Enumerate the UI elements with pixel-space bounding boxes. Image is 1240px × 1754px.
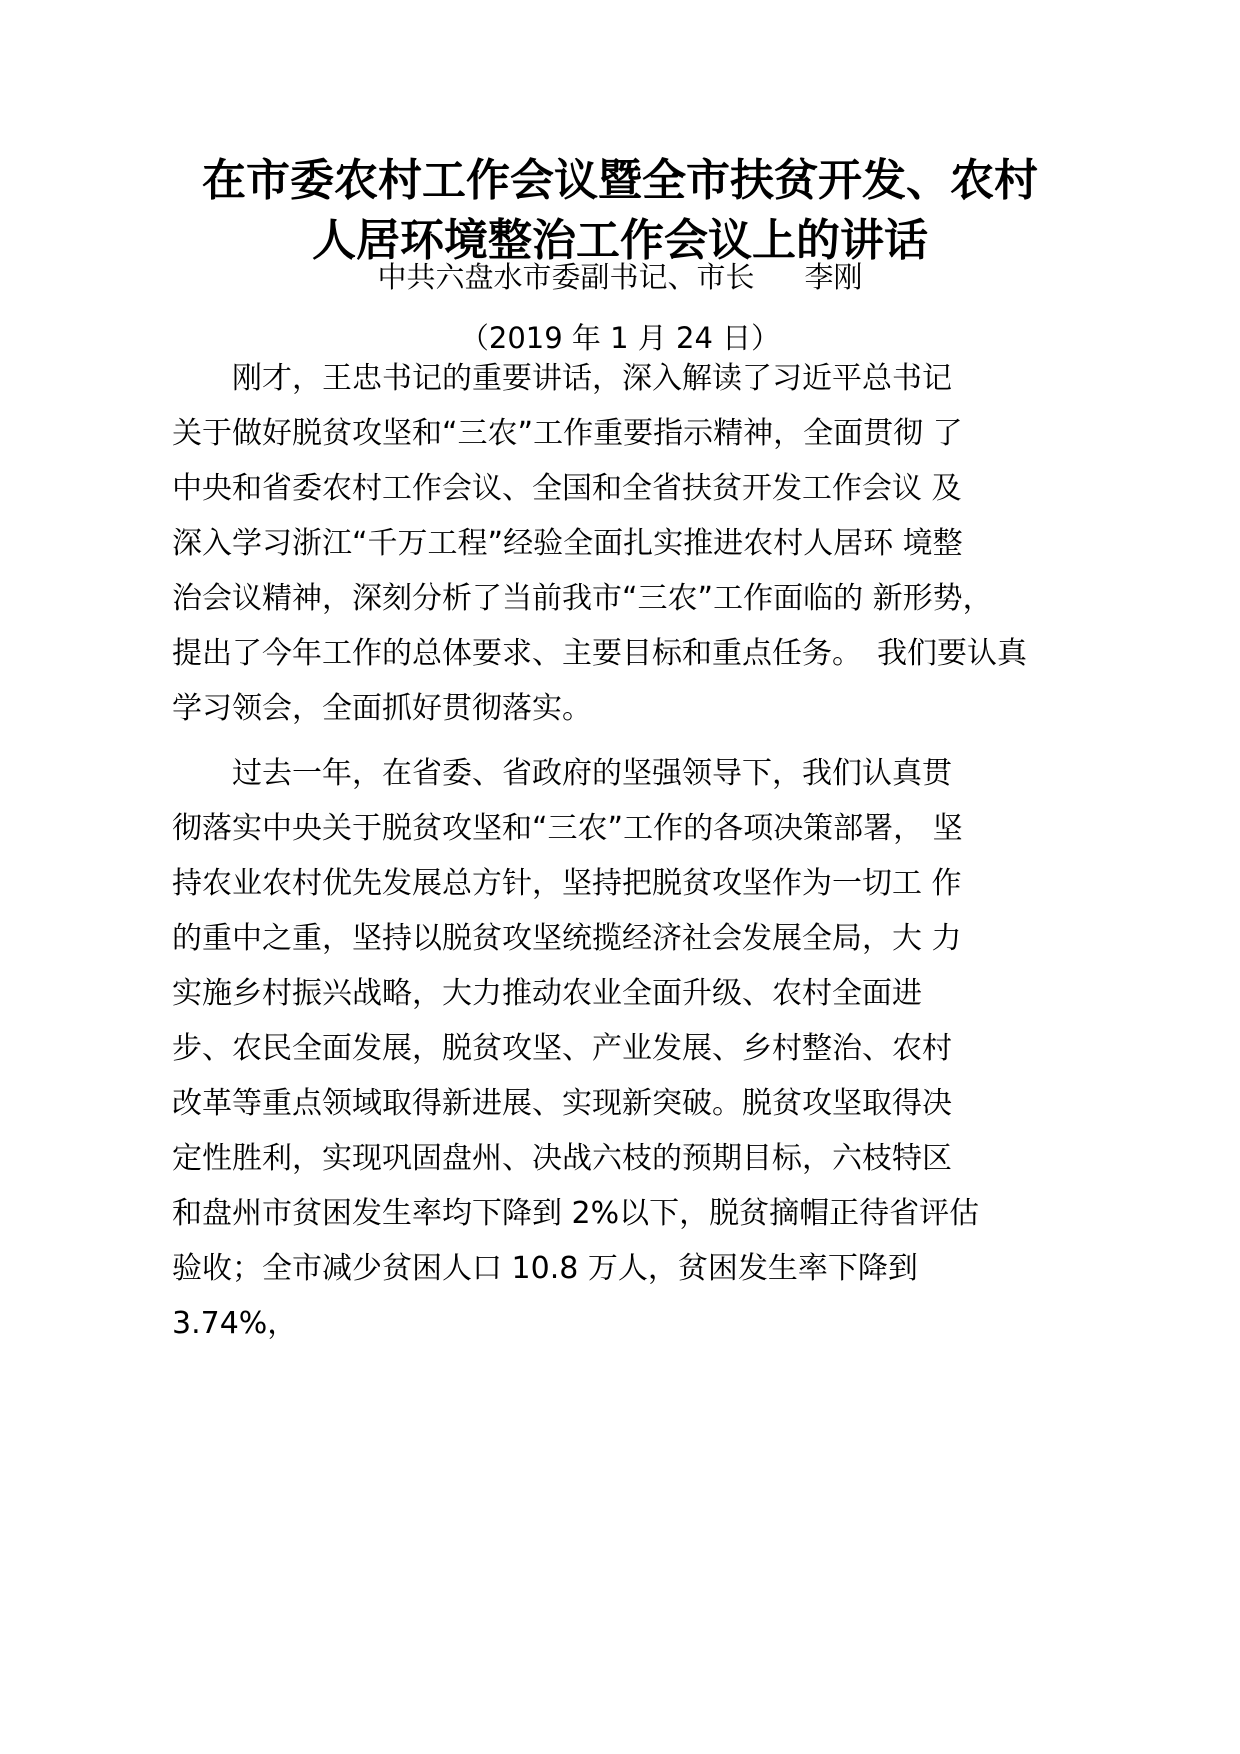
paragraph-1-line: 关于做好脱贫攻坚和“三农”工作重要指示精神，全面贯彻 了 [172,416,963,451]
paragraph-1-line: 中央和省委农村工作会议、全国和全省扶贫开发工作会议 及 [172,471,962,506]
paragraph-2-line: 验收；全市减少贫困人口 10.8 万人，贫困发生率下降到 [172,1251,918,1286]
paragraph-2-line: 3.74%， [172,1306,298,1341]
paragraph-2-line: 实施乡村振兴战略，大力推动农业全面升级、农村全面进 [172,976,922,1011]
paragraph-2-line: 过去一年，在省委、省政府的坚强领导下，我们认真贯 [232,756,952,791]
paragraph-2-line: 和盘州市贫困发生率均下降到 2%以下，脱贫摘帽正待省评估 [172,1196,980,1231]
paragraph-2-line: 步、农民全面发展，脱贫攻坚、产业发展、乡村整治、农村 [172,1031,952,1066]
paragraph-2-line: 定性胜利，实现巩固盘州、决战六枝的预期目标，六枝特区 [172,1141,952,1176]
paragraph-1-line: 深入学习浙江“千万工程”经验全面扎实推进农村人居环 境整 [172,526,963,561]
author-title: 中共六盘水市委副书记、市长 [377,260,755,294]
paragraph-1-line: 提出了今年工作的总体要求、主要目标和重点任务。 我们要认真 [172,636,1027,671]
speech-date: （2019 年 1 月 24 日） [459,321,781,355]
paragraph-1-line: 学习领会，全面抓好贯彻落实。 [172,691,592,726]
paragraph-2-line: 彻落实中央关于脱贫攻坚和“三农”工作的各项决策部署， 坚 [172,811,963,846]
paragraph-2-line: 持农业农村优先发展总方针，坚持把脱贫攻坚作为一切工 作 [172,866,962,901]
author-byline [0,257,1240,297]
paragraph-1-line: 刚才，王忠书记的重要讲话，深入解读了习近平总书记 [232,361,952,396]
paragraph-1-line: 治会议精神，深刻分析了当前我市“三农”工作面临的 新形势， [172,581,993,616]
author-name: 李刚 [804,260,863,294]
paragraph-2-line: 改革等重点领域取得新进展、实现新突破。脱贫攻坚取得决 [172,1086,952,1121]
document-title-line-2: 人居环境整治工作会议上的讲话 [312,215,928,266]
document-title-line-1: 在市委农村工作会议暨全市扶贫开发、农村 [202,155,1038,206]
paragraph-2-line: 的重中之重，坚持以脱贫攻坚统揽经济社会发展全局，大 力 [172,921,962,956]
